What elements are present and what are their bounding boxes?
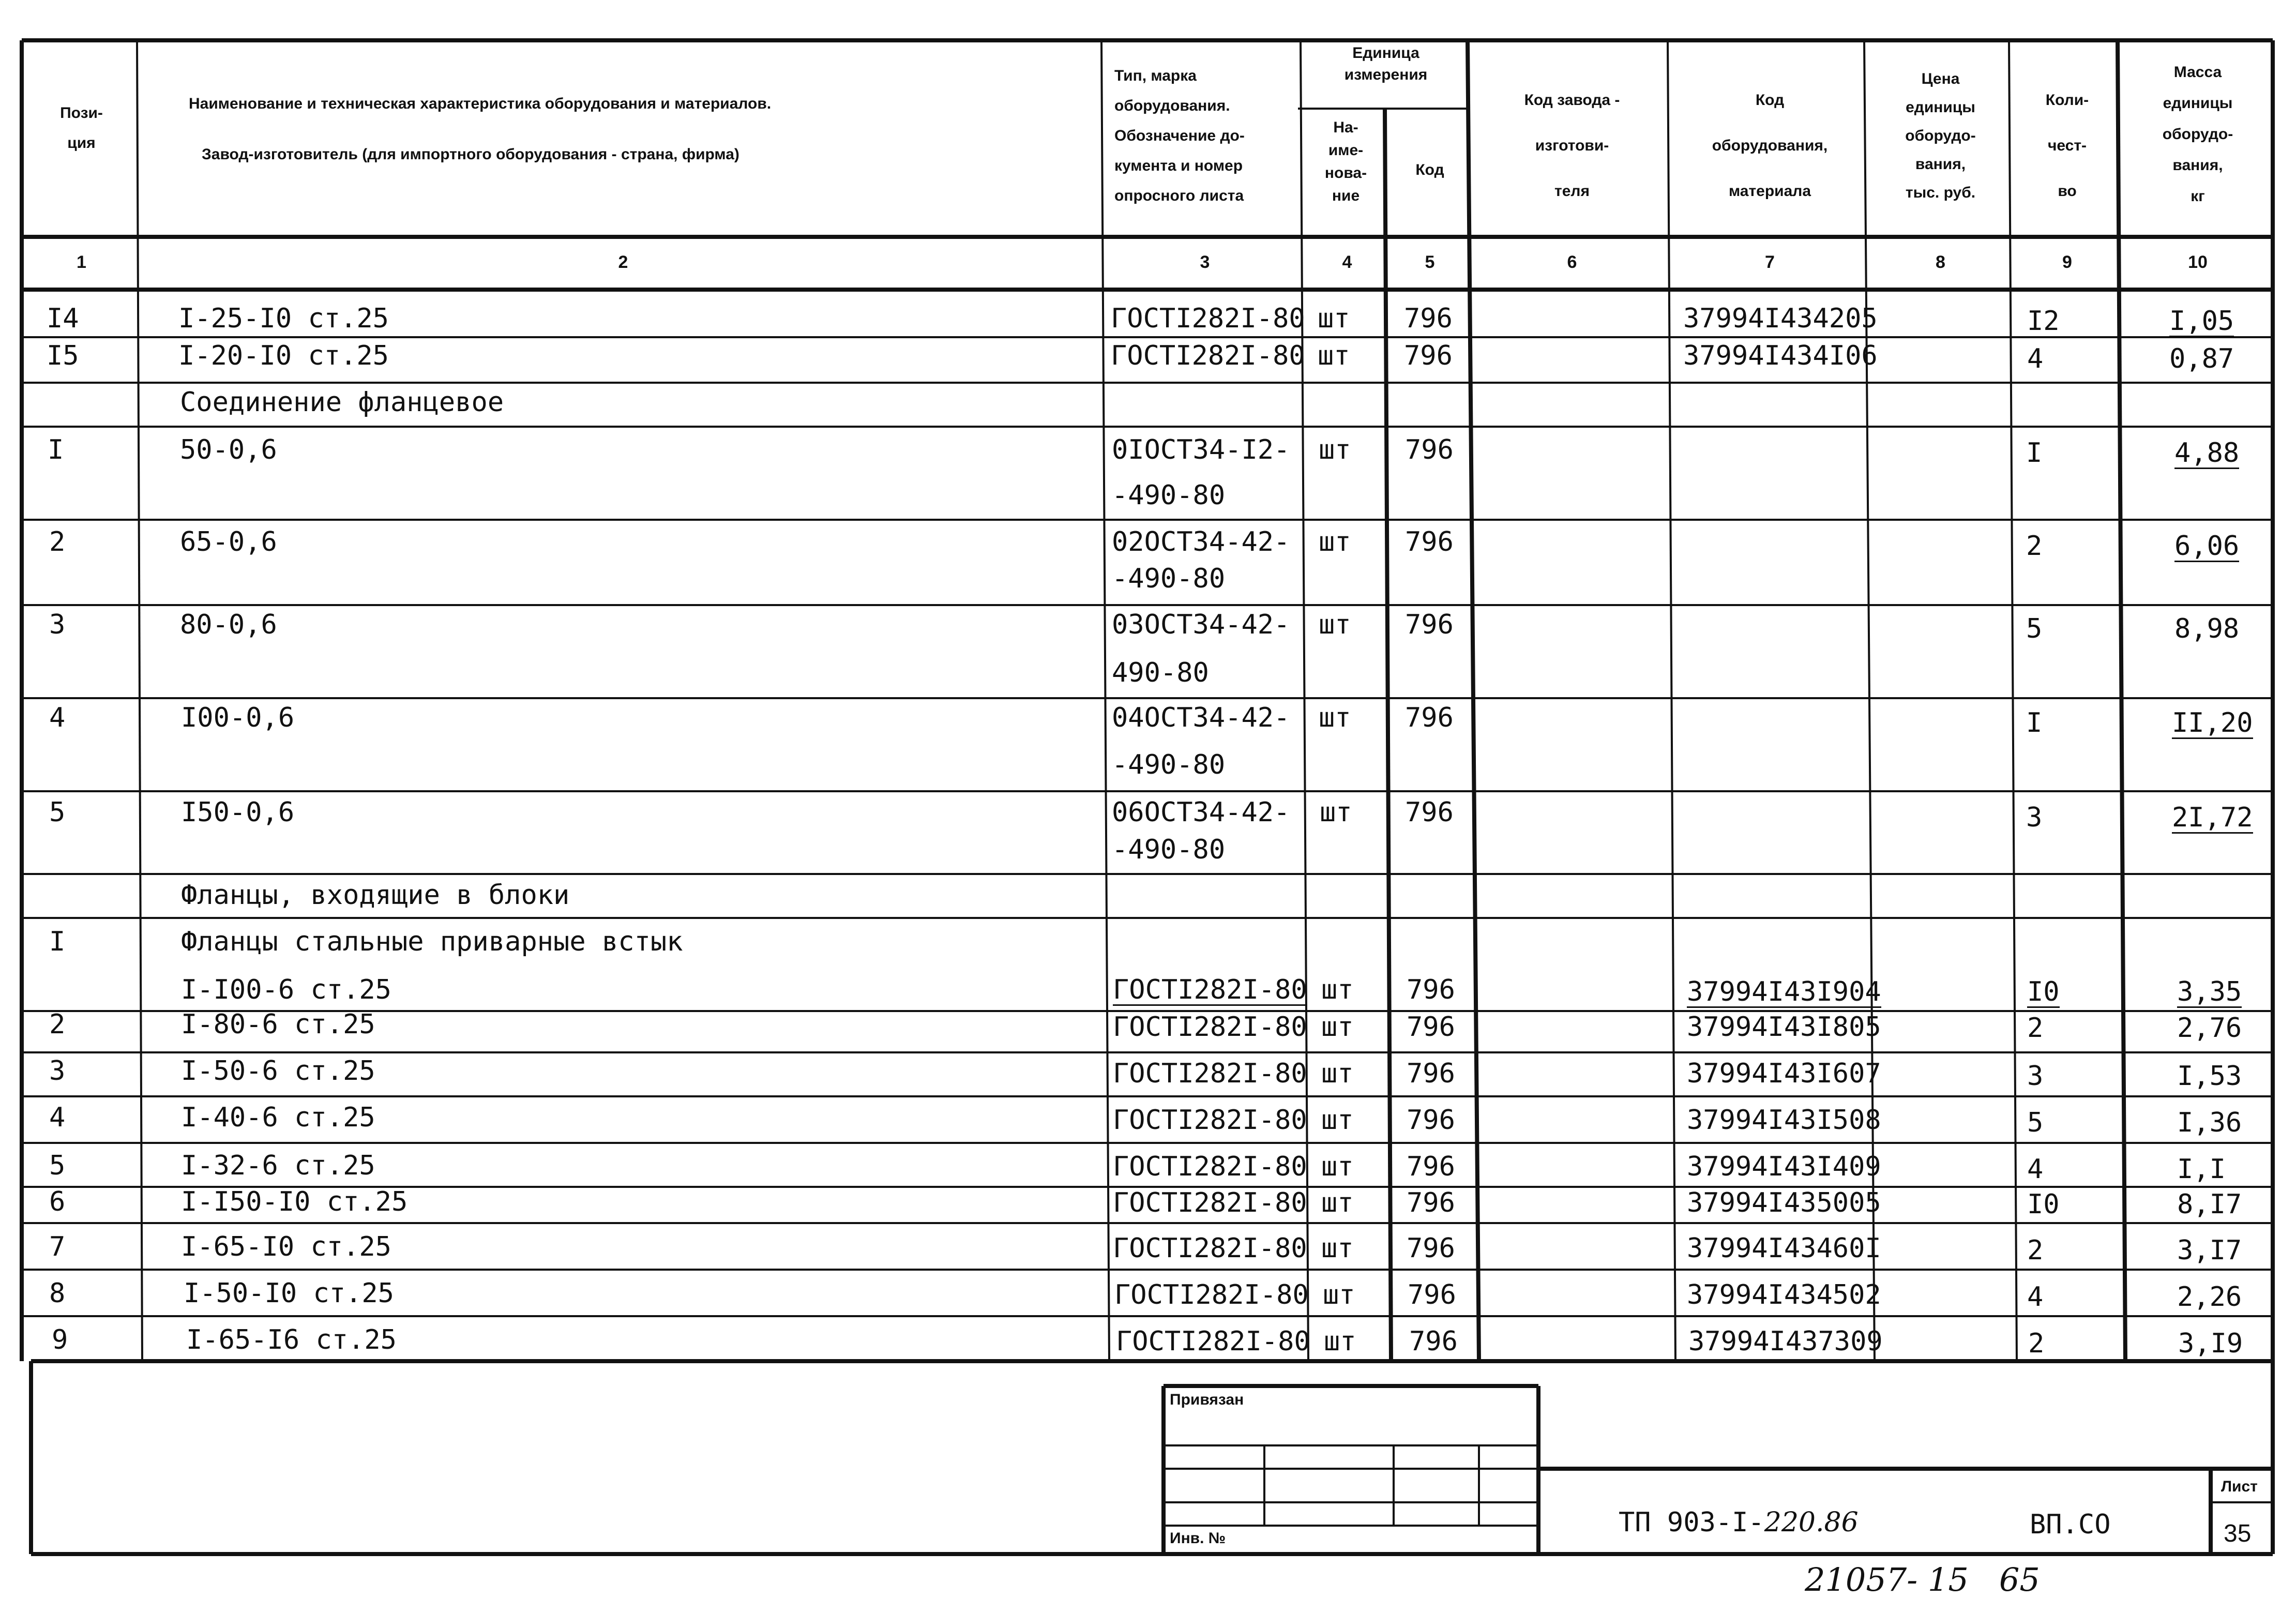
row-5-position: 2 xyxy=(49,526,66,557)
row-0-quantity: I2 xyxy=(2027,306,2060,337)
row-5-unit: шт xyxy=(1319,526,1351,557)
row-1-quantity: 4 xyxy=(2027,343,2044,374)
row-15-unit-code: 796 xyxy=(1407,974,1455,1005)
row-16-position: 2 xyxy=(49,1009,66,1040)
row-15-name: I-I00-6 ст.25 xyxy=(181,974,391,1005)
row-7-name: 80-0,6 xyxy=(180,609,277,640)
row-23-name: I-65-I6 ст.25 xyxy=(186,1324,397,1355)
row-17-name: I-50-6 ст.25 xyxy=(181,1056,375,1087)
row-16-quantity: 2 xyxy=(2027,1013,2044,1044)
row-17-equipment-code: 37994I43I607 xyxy=(1687,1058,1881,1089)
row-3-mass: 4,88 xyxy=(2174,438,2240,469)
row-5-name: 65-0,6 xyxy=(180,526,277,557)
row-21-unit-code: 796 xyxy=(1407,1233,1455,1264)
header-mass: Масса единицы оборудо- вания, кг xyxy=(2162,64,2233,205)
col-number-4: 4 xyxy=(1342,252,1352,272)
row-11-name: I50-0,6 xyxy=(181,797,295,828)
row-18-mass: I,36 xyxy=(2177,1107,2242,1138)
row-16-mass: 2,76 xyxy=(2177,1013,2242,1044)
col-number-5: 5 xyxy=(1425,252,1435,272)
stamp-mark: ВП.СО xyxy=(2030,1509,2111,1540)
row-19-mass: I,I xyxy=(2177,1154,2226,1185)
row-23-unit-code: 796 xyxy=(1409,1326,1458,1357)
header-name-line1: Наименование и техническая характеристика оборудования и материалов. xyxy=(189,95,772,112)
row-11-document: 06ОСТ34-42- xyxy=(1112,797,1290,828)
row-2-section-title: Соединение фланцевое xyxy=(180,387,504,418)
row-4-document: -490-80 xyxy=(1112,480,1226,511)
header-unit-code: Код xyxy=(1415,161,1444,178)
row-22-mass: 2,26 xyxy=(2177,1282,2242,1313)
row-18-quantity: 5 xyxy=(2027,1107,2044,1138)
row-15-unit: шт xyxy=(1321,974,1354,1005)
row-0-document: ГОСТI282I-80 xyxy=(1111,303,1305,334)
row-7-quantity: 5 xyxy=(2026,613,2043,644)
row-3-unit: шт xyxy=(1319,434,1351,465)
col-number-1: 1 xyxy=(77,252,86,272)
stamp-sheet-number: 35 xyxy=(2224,1520,2252,1547)
row-17-mass: I,53 xyxy=(2177,1061,2242,1092)
row-18-equipment-code: 37994I43I508 xyxy=(1687,1105,1881,1136)
row-16-unit-code: 796 xyxy=(1407,1012,1455,1043)
row-14-section-title: Фланцы стальные приварные встык xyxy=(181,926,683,957)
stamp-inventory-label: Инв. № xyxy=(1170,1530,1226,1547)
row-20-equipment-code: 37994I435005 xyxy=(1687,1187,1881,1218)
row-9-mass: II,20 xyxy=(2172,707,2253,738)
row-11-unit-code: 796 xyxy=(1405,797,1454,828)
handwritten-footer: 21057- 15 65 xyxy=(1805,1561,2040,1599)
col-number-2: 2 xyxy=(618,252,628,272)
header-type: Тип, марка оборудования. Обозначение до- кумента и номер опросного листа xyxy=(1114,67,1245,204)
col-number-9: 9 xyxy=(2062,252,2072,272)
row-21-position: 7 xyxy=(49,1231,66,1262)
row-20-unit: шт xyxy=(1321,1187,1354,1218)
row-3-quantity: I xyxy=(2026,438,2043,469)
col-number-7: 7 xyxy=(1765,252,1775,272)
header-equipment-code: Код оборудования, материала xyxy=(1712,92,1828,200)
row-1-position: I5 xyxy=(47,340,79,371)
row-21-name: I-65-I0 ст.25 xyxy=(181,1231,391,1262)
row-21-document: ГОСТI282I-80 xyxy=(1113,1233,1307,1264)
stamp-privyazan-label: Привязан xyxy=(1170,1391,1244,1408)
row-17-quantity: 3 xyxy=(2027,1061,2044,1092)
row-1-document: ГОСТI282I-80 xyxy=(1111,340,1305,371)
row-17-unit-code: 796 xyxy=(1407,1058,1455,1089)
row-15-quantity: I0 xyxy=(2027,976,2060,1007)
row-22-document: ГОСТI282I-80 xyxy=(1114,1279,1309,1310)
row-18-position: 4 xyxy=(49,1102,66,1133)
row-0-position: I4 xyxy=(47,303,79,334)
row-1-name: I-20-I0 ст.25 xyxy=(178,340,389,371)
row-9-position: 4 xyxy=(49,702,66,733)
row-7-document: 03ОСТ34-42- xyxy=(1112,609,1290,640)
row-19-unit: шт xyxy=(1321,1151,1354,1182)
row-5-unit-code: 796 xyxy=(1405,526,1454,557)
row-21-unit: шт xyxy=(1321,1233,1354,1264)
row-18-unit-code: 796 xyxy=(1407,1105,1455,1136)
row-19-unit-code: 796 xyxy=(1407,1151,1455,1182)
row-9-document: 04ОСТ34-42- xyxy=(1112,702,1290,733)
row-22-name: I-50-I0 ст.25 xyxy=(184,1278,394,1309)
row-20-quantity: I0 xyxy=(2027,1189,2060,1220)
row-5-document: 02ОСТ34-42- xyxy=(1112,526,1290,557)
row-19-document: ГОСТI282I-80 xyxy=(1113,1151,1307,1182)
row-17-position: 3 xyxy=(49,1056,66,1087)
row-0-equipment-code: 37994I434205 xyxy=(1683,303,1878,334)
row-20-mass: 8,I7 xyxy=(2177,1189,2242,1220)
row-19-name: I-32-6 ст.25 xyxy=(181,1150,375,1181)
row-5-mass: 6,06 xyxy=(2174,531,2240,562)
row-7-position: 3 xyxy=(49,609,66,640)
row-19-quantity: 4 xyxy=(2027,1154,2044,1185)
header-name-line2: Завод-изготовитель (для импортного оборудования - страна, фирма) xyxy=(202,146,739,163)
header-quantity: Коли- чест- во xyxy=(2045,92,2089,200)
row-21-quantity: 2 xyxy=(2027,1235,2044,1266)
row-22-position: 8 xyxy=(49,1278,66,1309)
row-9-quantity: I xyxy=(2026,707,2043,738)
row-19-position: 5 xyxy=(49,1150,66,1181)
col-number-10: 10 xyxy=(2188,252,2208,272)
row-21-equipment-code: 37994I43460I xyxy=(1687,1233,1881,1264)
row-23-equipment-code: 37994I437309 xyxy=(1688,1326,1883,1357)
row-7-mass: 8,98 xyxy=(2174,613,2240,644)
row-1-unit: шт xyxy=(1318,340,1350,371)
col-number-6: 6 xyxy=(1567,252,1577,272)
row-16-equipment-code: 37994I43I805 xyxy=(1687,1012,1881,1043)
stamp-designation xyxy=(1619,1509,1859,1536)
stamp-designation-hand: 220.86 xyxy=(1764,1507,1859,1538)
row-0-mass: I,05 xyxy=(2169,306,2234,337)
row-9-name: I00-0,6 xyxy=(181,702,295,733)
row-15-document: ГОСТI282I-80 xyxy=(1113,974,1307,1005)
row-22-equipment-code: 37994I434502 xyxy=(1687,1279,1881,1310)
header-factory-code: Код завода - изготови- теля xyxy=(1524,92,1620,200)
row-23-unit: шт xyxy=(1324,1326,1356,1357)
row-6-document: -490-80 xyxy=(1112,563,1226,594)
col-number-8: 8 xyxy=(1936,252,1945,272)
row-17-unit: шт xyxy=(1321,1058,1354,1089)
row-20-name: I-I50-I0 ст.25 xyxy=(181,1186,408,1217)
row-13-section-title: Фланцы, входящие в блоки xyxy=(181,880,570,911)
row-15-equipment-code: 37994I43I904 xyxy=(1687,976,1881,1007)
col-number-3: 3 xyxy=(1200,252,1210,272)
row-1-unit-code: 796 xyxy=(1404,340,1453,371)
row-7-unit-code: 796 xyxy=(1405,609,1454,640)
row-23-quantity: 2 xyxy=(2028,1328,2045,1359)
row-11-position: 5 xyxy=(49,797,66,828)
header-position: Пози- ция xyxy=(60,104,103,152)
row-23-document: ГОСТI282I-80 xyxy=(1116,1326,1310,1357)
row-20-unit-code: 796 xyxy=(1407,1187,1455,1218)
row-11-mass: 2I,72 xyxy=(2172,802,2253,833)
row-9-unit: шт xyxy=(1319,702,1351,733)
row-20-position: 6 xyxy=(49,1186,66,1217)
header-price: Цена единицы оборудо- вания, тыс. руб. xyxy=(1905,70,1976,201)
stamp-sheet-label: Лист xyxy=(2221,1478,2258,1495)
row-15-mass: 3,35 xyxy=(2177,976,2242,1007)
row-3-name: 50-0,6 xyxy=(180,434,277,465)
row-11-quantity: 3 xyxy=(2026,802,2043,833)
row-16-name: I-80-6 ст.25 xyxy=(181,1009,375,1040)
row-18-name: I-40-6 ст.25 xyxy=(181,1102,375,1133)
row-16-unit: шт xyxy=(1321,1012,1354,1043)
row-7-unit: шт xyxy=(1319,609,1351,640)
row-12-document: -490-80 xyxy=(1112,834,1226,865)
header-unit: Единица измерения xyxy=(1344,44,1428,83)
row-22-unit: шт xyxy=(1323,1279,1355,1310)
header-unit-name: На- име- нова- ние xyxy=(1324,119,1367,204)
row-10-document: -490-80 xyxy=(1112,749,1226,780)
row-19-equipment-code: 37994I43I409 xyxy=(1687,1151,1881,1182)
stamp-designation-prefix: ТП 903-I- xyxy=(1619,1507,1764,1538)
row-3-unit-code: 796 xyxy=(1405,434,1454,465)
row-14-position: I xyxy=(49,926,66,957)
row-23-mass: 3,I9 xyxy=(2178,1328,2243,1359)
row-5-quantity: 2 xyxy=(2026,531,2043,562)
row-23-position: 9 xyxy=(52,1324,68,1355)
row-3-document: 0IОСТ34-I2- xyxy=(1112,434,1290,465)
row-1-equipment-code: 37994I434I06 xyxy=(1683,340,1878,371)
row-1-mass: 0,87 xyxy=(2169,343,2234,374)
row-11-unit: шт xyxy=(1320,797,1352,828)
row-21-mass: 3,I7 xyxy=(2177,1235,2242,1266)
row-9-unit-code: 796 xyxy=(1405,702,1454,733)
row-0-unit-code: 796 xyxy=(1404,303,1453,334)
row-18-unit: шт xyxy=(1321,1105,1354,1136)
row-16-document: ГОСТI282I-80 xyxy=(1113,1012,1307,1043)
row-22-unit-code: 796 xyxy=(1408,1279,1456,1310)
row-0-unit: шт xyxy=(1318,303,1350,334)
row-17-document: ГОСТI282I-80 xyxy=(1113,1058,1307,1089)
row-18-document: ГОСТI282I-80 xyxy=(1113,1105,1307,1136)
row-20-document: ГОСТI282I-80 xyxy=(1113,1187,1307,1218)
row-0-name: I-25-I0 ст.25 xyxy=(178,303,389,334)
row-8-document: 490-80 xyxy=(1112,657,1209,688)
row-22-quantity: 4 xyxy=(2027,1282,2044,1313)
row-3-position: I xyxy=(48,434,64,465)
